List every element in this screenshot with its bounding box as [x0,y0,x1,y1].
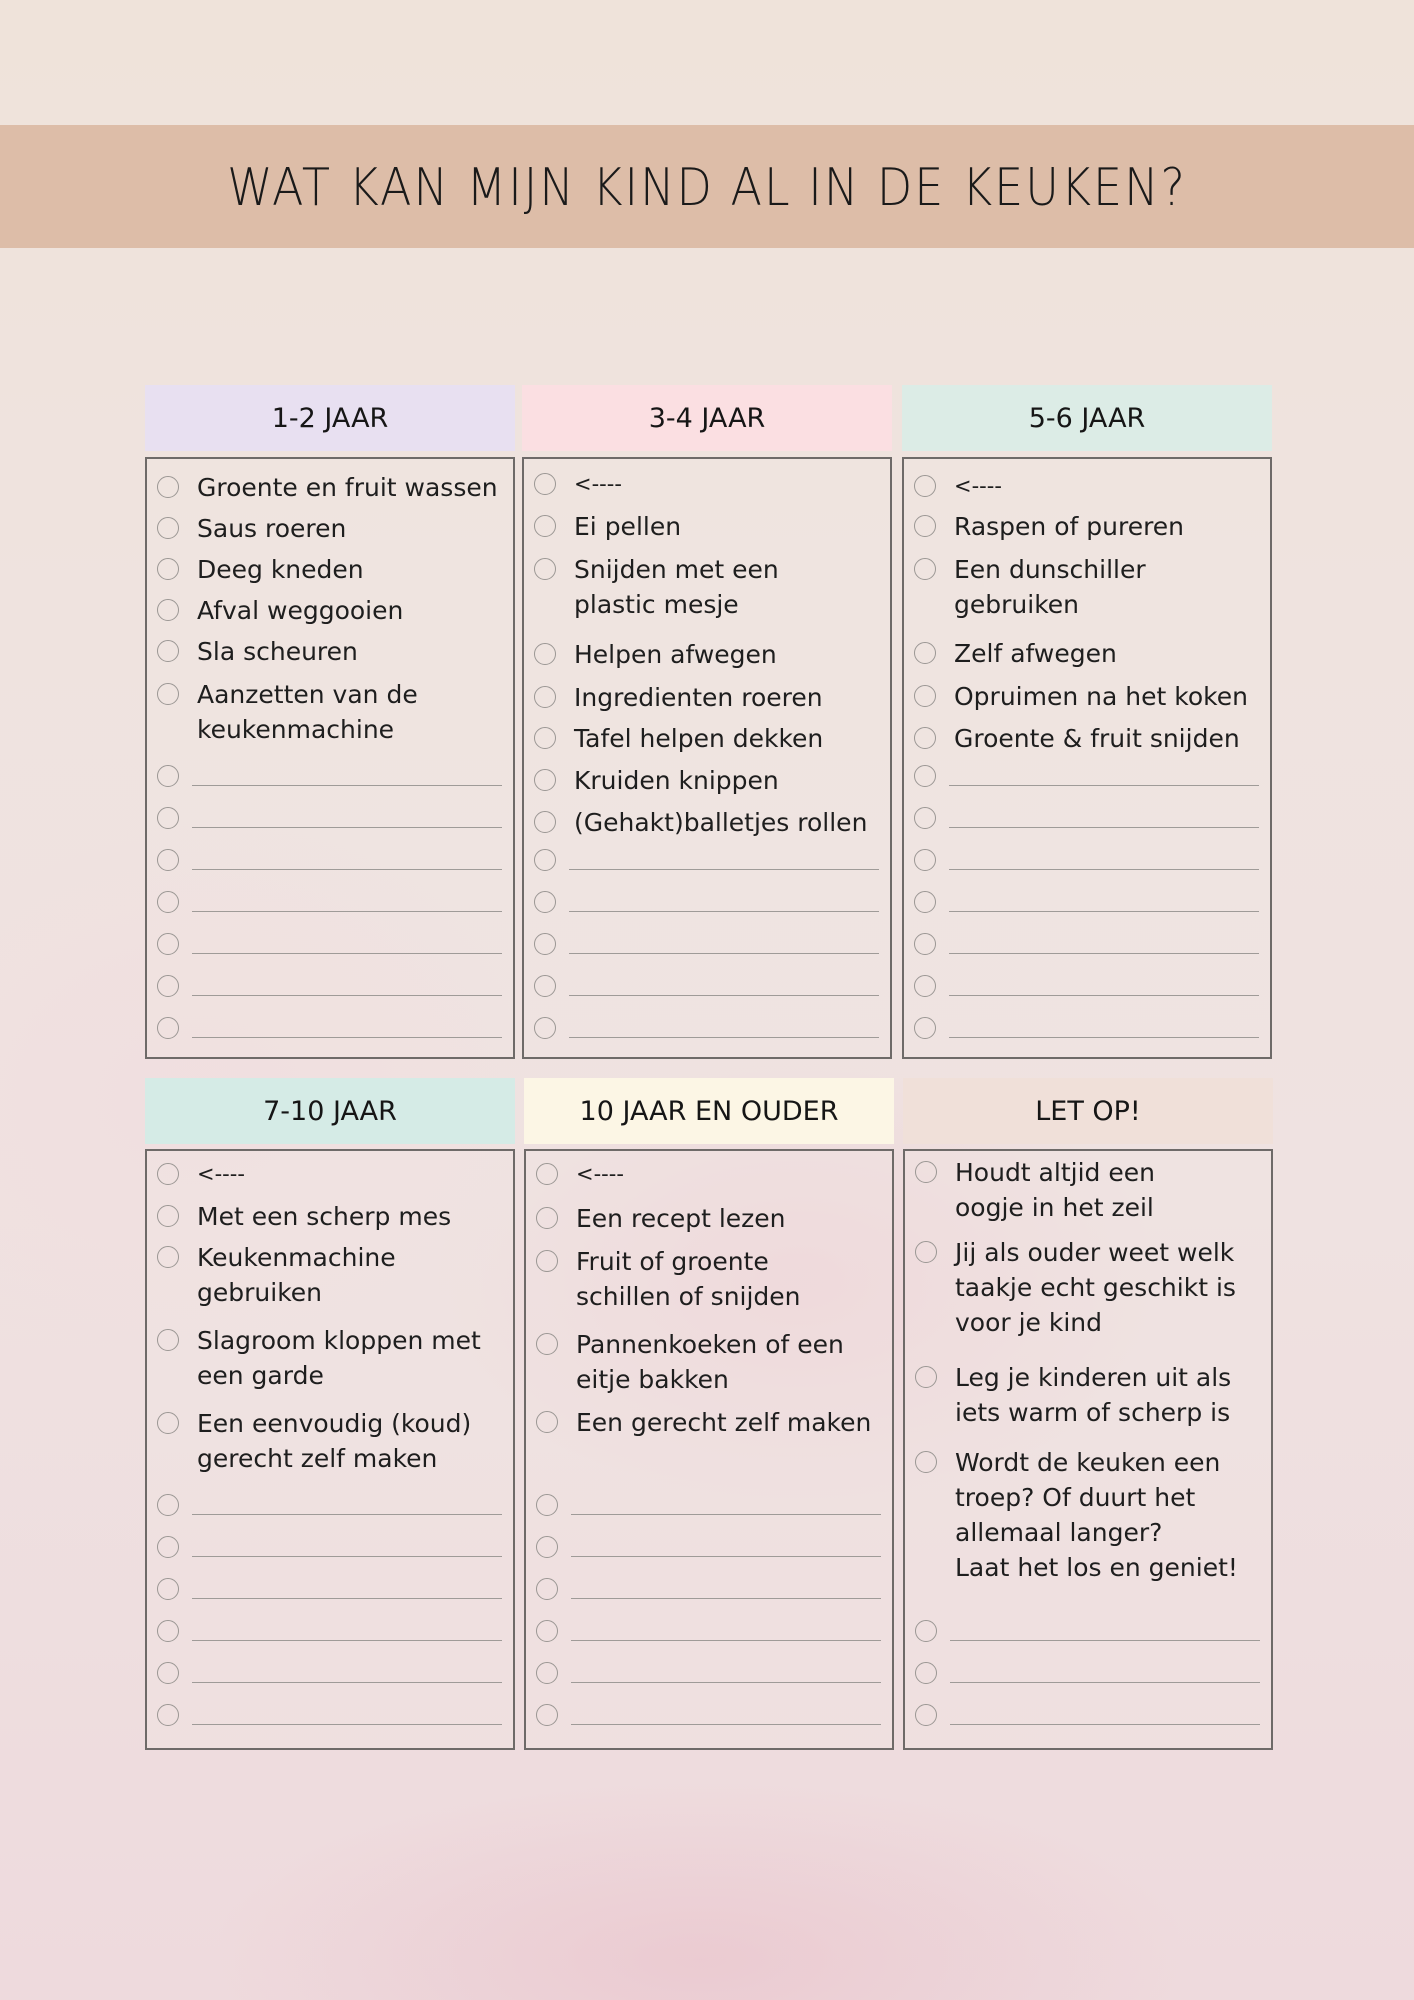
checkbox[interactable] [914,515,936,537]
page-title: WAT KAN MIJN KIND AL IN DE KEUKEN? [227,156,1187,217]
write-line[interactable] [571,1514,881,1515]
checkbox[interactable] [915,1451,937,1473]
card-header: 5-6 JAAR [902,385,1272,451]
checkbox[interactable] [157,683,179,705]
checkbox[interactable] [157,1205,179,1227]
card-body [145,1149,515,1750]
checkbox[interactable] [915,1366,937,1388]
checkbox[interactable] [914,849,936,871]
checkbox[interactable] [914,933,936,955]
write-line[interactable] [192,869,502,870]
item-text: Tafel helpen dekken [574,724,824,753]
checkbox[interactable] [914,1017,936,1039]
checkbox[interactable] [914,975,936,997]
item-text: Een eenvoudig (koud) gerecht zelf maken [197,1409,472,1473]
checkbox[interactable] [157,476,179,498]
checkbox[interactable] [157,1412,179,1434]
checkbox[interactable] [157,807,179,829]
write-line[interactable] [950,1682,1260,1683]
write-line[interactable] [949,1037,1259,1038]
checkbox[interactable] [536,1536,558,1558]
checkbox[interactable] [157,640,179,662]
checkbox[interactable] [157,1163,179,1185]
item-text: Pannenkoeken of een eitje bakken [576,1330,844,1394]
write-line[interactable] [192,1556,502,1557]
item-text: Met een scherp mes [197,1202,452,1231]
checkbox[interactable] [534,515,556,537]
checkbox[interactable] [915,1620,937,1642]
write-line[interactable] [949,869,1259,870]
card-header: 1-2 JAAR [145,385,515,451]
checkbox[interactable] [157,1246,179,1268]
item-text: Een recept lezen [576,1204,786,1233]
item-text: Afval weggooien [197,596,404,625]
item-text: Deeg kneden [197,555,364,584]
checkbox[interactable] [914,558,936,580]
write-line[interactable] [571,1682,881,1683]
checkbox[interactable] [157,1620,179,1642]
write-line[interactable] [192,953,502,954]
checkbox[interactable] [157,975,179,997]
item-text: Leg je kinderen uit als iets warm of scherp is [955,1363,1232,1427]
checkbox[interactable] [157,891,179,913]
item-text: Een dunschiller gebruiken [954,555,1146,619]
checkbox[interactable] [157,849,179,871]
write-line[interactable] [569,1037,879,1038]
checkbox[interactable] [536,1704,558,1726]
checkbox[interactable] [536,1333,558,1355]
checkbox[interactable] [534,891,556,913]
item-text: Groente & fruit snijden [954,724,1240,753]
item-text: Houdt altjid een oogje in het zeil [955,1158,1155,1222]
checkbox[interactable] [157,933,179,955]
write-line[interactable] [192,1724,502,1725]
card-body [902,457,1272,1059]
item-text: Slagroom kloppen met een garde [197,1326,481,1390]
write-line[interactable] [192,1682,502,1683]
checkbox[interactable] [536,1662,558,1684]
checkbox[interactable] [914,727,936,749]
item-text: Kruiden knippen [574,766,779,795]
checkbox[interactable] [914,685,936,707]
item-text: Wordt de keuken een troep? Of duurt het allemaal langer? Laat het los en geniet! [955,1448,1238,1582]
checkbox[interactable] [914,807,936,829]
item-text: Jij als ouder weet welk taakje echt geschikt is voor je kind [955,1238,1236,1337]
card-header: 7-10 JAAR [145,1078,515,1144]
checkbox[interactable] [157,599,179,621]
item-text: Zelf afwegen [954,639,1117,668]
checkbox[interactable] [534,975,556,997]
write-line[interactable] [192,1514,502,1515]
checkbox[interactable] [915,1241,937,1263]
write-line[interactable] [571,1598,881,1599]
write-line[interactable] [569,953,879,954]
checkbox[interactable] [534,769,556,791]
checkbox[interactable] [534,849,556,871]
checkbox[interactable] [157,1329,179,1351]
write-line[interactable] [949,911,1259,912]
item-text: <---- [576,1162,624,1186]
checkbox[interactable] [534,686,556,708]
card-header: LET OP! [903,1078,1273,1144]
checkbox[interactable] [157,1662,179,1684]
item-text: Een gerecht zelf maken [576,1408,872,1437]
checkbox[interactable] [534,811,556,833]
write-line[interactable] [950,1640,1260,1641]
checkbox[interactable] [157,1704,179,1726]
item-text: Helpen afwegen [574,640,777,669]
checkbox[interactable] [534,473,556,495]
write-line[interactable] [571,1640,881,1641]
write-line[interactable] [192,827,502,828]
checkbox[interactable] [914,891,936,913]
checkbox[interactable] [536,1207,558,1229]
write-line[interactable] [571,1556,881,1557]
checkbox[interactable] [536,1163,558,1185]
item-text: Opruimen na het koken [954,682,1248,711]
checkbox[interactable] [536,1620,558,1642]
checkbox[interactable] [536,1494,558,1516]
item-text: Keukenmachine gebruiken [197,1243,396,1307]
item-text: Sla scheuren [197,637,358,666]
checkbox[interactable] [914,475,936,497]
item-text: <---- [954,474,1002,498]
item-text: <---- [197,1162,245,1186]
title-banner [0,125,1414,248]
item-text: Fruit of groente schillen of snijden [576,1247,801,1311]
card-body [903,1149,1273,1750]
write-line[interactable] [569,995,879,996]
card-body [524,1149,894,1750]
card-body [522,457,892,1059]
item-text: Ingredienten roeren [574,683,823,712]
item-text: <---- [574,472,622,496]
write-line[interactable] [949,785,1259,786]
checkbox[interactable] [915,1704,937,1726]
checkbox[interactable] [157,558,179,580]
item-text: Raspen of pureren [954,512,1185,541]
checkbox[interactable] [536,1250,558,1272]
write-line[interactable] [949,953,1259,954]
write-line[interactable] [950,1724,1260,1725]
item-text: Saus roeren [197,514,347,543]
checkbox[interactable] [534,558,556,580]
checkbox[interactable] [157,1536,179,1558]
card-header: 3-4 JAAR [522,385,892,451]
write-line[interactable] [192,995,502,996]
item-text: Ei pellen [574,512,682,541]
checkbox[interactable] [914,642,936,664]
checkbox[interactable] [534,1017,556,1039]
write-line[interactable] [192,785,502,786]
write-line[interactable] [569,911,879,912]
item-text: Snijden met een plastic mesje [574,555,779,619]
checkbox[interactable] [536,1411,558,1433]
checkbox[interactable] [534,727,556,749]
card-body [145,457,515,1059]
checkbox[interactable] [915,1161,937,1183]
checkbox[interactable] [914,765,936,787]
write-line[interactable] [192,1598,502,1599]
card-header: 10 JAAR EN OUDER [524,1078,894,1144]
checkbox[interactable] [157,765,179,787]
item-text: Groente en fruit wassen [197,473,498,502]
checkbox[interactable] [157,1578,179,1600]
write-line[interactable] [571,1724,881,1725]
checkbox[interactable] [534,643,556,665]
write-line[interactable] [949,995,1259,996]
checkbox[interactable] [536,1578,558,1600]
write-line[interactable] [949,827,1259,828]
write-line[interactable] [569,869,879,870]
item-text: (Gehakt)balletjes rollen [574,808,868,837]
checkbox[interactable] [157,1494,179,1516]
write-line[interactable] [192,1640,502,1641]
checkbox[interactable] [534,933,556,955]
checkbox[interactable] [157,1017,179,1039]
write-line[interactable] [192,911,502,912]
write-line[interactable] [192,1037,502,1038]
item-text: Aanzetten van de keukenmachine [197,680,418,744]
checkbox[interactable] [157,517,179,539]
checkbox[interactable] [915,1662,937,1684]
